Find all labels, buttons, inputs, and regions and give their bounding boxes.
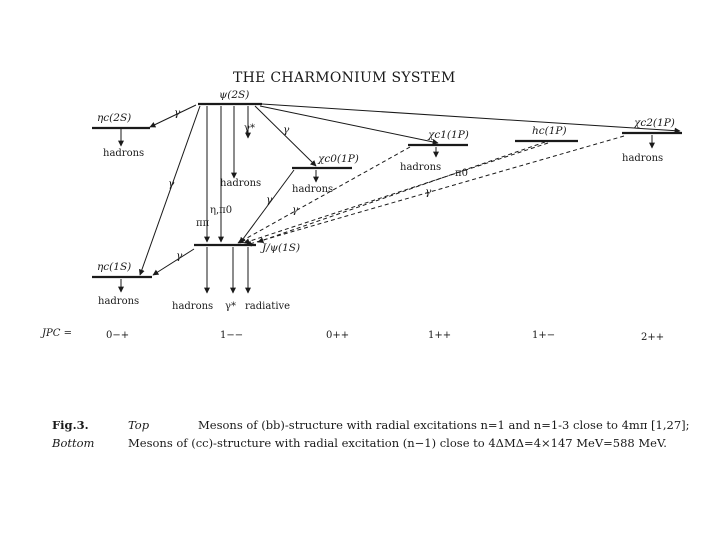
jpc-label: JPC = [42, 328, 72, 339]
jpc-0mp: 0−+ [106, 330, 130, 341]
hadrons-etac1s: hadrons [98, 296, 140, 307]
hadrons-psi2s: hadrons [220, 178, 262, 189]
gamma-jpsi-etac1s: γ [176, 250, 183, 262]
jpc-1pp: 1++ [428, 330, 452, 341]
hadrons-chic0: hadrons [292, 184, 334, 195]
arrow-hc-jpsi [244, 143, 548, 243]
label-chic1: χc1(1P) [428, 129, 469, 141]
jpc-1mm: 1−− [220, 330, 244, 341]
gamma-chic2-jpsi: γ [425, 186, 432, 198]
transitions [121, 104, 680, 293]
hadrons-chic2: hadrons [622, 153, 664, 164]
figure-caption [52, 416, 712, 452]
caption-top-text: Mesons of (bb)-structure with radial excitations n=1 and n=1-3 close to 4mπ [1,27]; [198, 418, 690, 432]
jpc-2pp: 2++ [641, 332, 665, 343]
pipi-label: ππ [196, 218, 210, 229]
label-chic0: χc0(1P) [318, 153, 359, 165]
label-etac2s: ηc(2S) [97, 112, 132, 124]
gamma-chic1-jpsi: γ [292, 204, 299, 216]
radiative-jpsi: radiative [245, 301, 291, 312]
caption-top-row [52, 416, 712, 434]
hadrons-chic1: hadrons [400, 162, 442, 173]
gammastar-psi2s: γ* [244, 123, 255, 134]
diagram-title: THE CHARMONIUM SYSTEM [233, 70, 456, 86]
caption-bottom-row [52, 434, 712, 452]
hadrons-jpsi: hadrons [172, 301, 214, 312]
label-psi2s: ψ(2S) [219, 89, 250, 101]
arrow-psi2s-etac2s [150, 105, 196, 127]
label-etac1s: ηc(1S) [97, 261, 132, 273]
caption-bottom-text: Mesons of (cc)-structure with radial excitation (n−1) close to 4ΔMΔ=4×147 MeV=588 MeV. [128, 436, 667, 450]
gammastar-jpsi: γ* [225, 301, 236, 312]
arrow-psi2s-etac1s [140, 106, 200, 275]
arrow-psi2s-chic2 [262, 104, 680, 131]
gamma-chic0-jpsi: γ [266, 194, 273, 206]
caption-bottom-label: Bottom [52, 436, 95, 450]
gamma-psi2s-etac2s: γ [174, 107, 181, 119]
arrow-psi2s-chic0 [255, 106, 316, 166]
gamma-psi2s-chic0: γ [283, 124, 290, 136]
arrow-jpsi-etac1s [153, 249, 194, 275]
jpc-0pp: 0++ [326, 330, 350, 341]
label-hc: hc(1P) [532, 125, 567, 137]
jpc-1pm: 1+− [532, 330, 556, 341]
caption-fig-label: Fig.3. [52, 418, 89, 432]
label-chic2: χc2(1P) [634, 117, 675, 129]
gamma-psi2s-etac1s: γ [168, 178, 175, 190]
pi0-label: π0 [455, 168, 468, 179]
label-jpsi: J/ψ(1S) [262, 242, 301, 254]
hadrons-etac2s: hadrons [103, 148, 145, 159]
caption-top-label: Top [128, 418, 150, 432]
eta-pi0-label: η,π0 [210, 205, 233, 216]
